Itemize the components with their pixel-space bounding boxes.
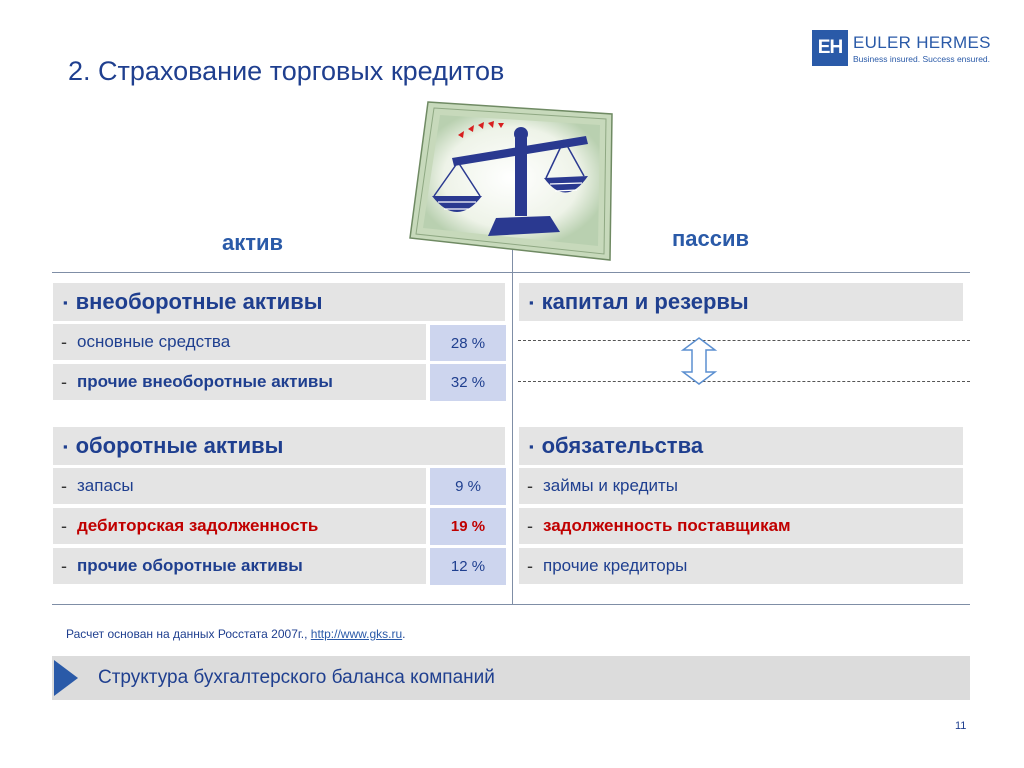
row-label: займы и кредиты (543, 476, 678, 495)
scales-of-justice-icon (400, 88, 640, 278)
bullet-icon: ▪ (63, 438, 68, 454)
table-bottom-rule (52, 604, 970, 605)
source-note-tail: . (402, 627, 406, 641)
page-number: 11 (955, 720, 967, 732)
table-top-rule (52, 272, 970, 273)
row-label: прочие оборотные активы (77, 556, 303, 575)
column-heading-liabilities: пассив (672, 226, 750, 251)
source-link[interactable]: http://www.gks.ru (310, 627, 403, 641)
logo-mark: EH (812, 30, 848, 66)
footer-banner (52, 656, 970, 700)
percent-badge: 32 % (430, 364, 506, 401)
row-label: запасы (77, 476, 134, 495)
section-title: внеоборотные активы (75, 289, 323, 314)
section-capital-reserves (518, 282, 964, 322)
row-label: основные средства (77, 332, 231, 351)
list-item (518, 507, 964, 545)
percent-badge: 12 % (430, 548, 506, 585)
percent-badge: 28 % (430, 325, 506, 361)
section-title: обязательства (541, 433, 704, 458)
list-item (52, 547, 427, 585)
bullet-icon: ▪ (63, 294, 68, 310)
dashed-divider (518, 381, 970, 382)
dash-icon: - (527, 515, 533, 536)
bullet-icon: ▪ (529, 438, 534, 454)
logo-tagline: Business insured. Success ensured. (853, 54, 991, 64)
bullet-icon: ▪ (529, 294, 534, 310)
section-liabilities (518, 426, 964, 466)
double-arrow-icon (680, 336, 718, 386)
dash-icon: - (61, 331, 67, 352)
dash-icon: - (61, 515, 67, 536)
percent-badge: 19 % (430, 508, 506, 545)
list-item (52, 507, 427, 545)
section-noncurrent-assets (52, 282, 506, 322)
column-heading-assets: актив (222, 230, 284, 255)
percent-badge: 9 % (430, 468, 506, 505)
list-item (518, 467, 964, 505)
dash-icon: - (527, 555, 533, 576)
row-label: прочие внеоборотные активы (77, 372, 333, 391)
list-item (52, 467, 427, 505)
page-title: 2. Страхование торговых кредитов (68, 56, 505, 86)
dash-icon: - (61, 555, 67, 576)
logo-name: EULER HERMES (853, 33, 991, 52)
euler-hermes-logo (812, 30, 991, 66)
row-label: дебиторская задолженность (77, 516, 319, 535)
chevron-right-icon (52, 660, 82, 696)
dashed-divider (518, 340, 970, 341)
section-current-assets (52, 426, 506, 466)
section-title: капитал и резервы (541, 289, 749, 314)
source-note-text: Расчет основан на данных Росстата 2007г., (66, 627, 311, 641)
list-item (518, 547, 964, 585)
list-item (52, 323, 427, 361)
row-label: задолженность поставщикам (543, 516, 791, 535)
row-label: прочие кредиторы (543, 556, 688, 575)
source-note (66, 627, 406, 641)
footer-caption: Структура бухгалтерского баланса компаний (98, 667, 495, 688)
dash-icon: - (61, 475, 67, 496)
dash-icon: - (61, 371, 67, 392)
list-item (52, 363, 427, 401)
column-divider (512, 250, 513, 604)
dash-icon: - (527, 475, 533, 496)
section-title: оборотные активы (75, 433, 284, 458)
